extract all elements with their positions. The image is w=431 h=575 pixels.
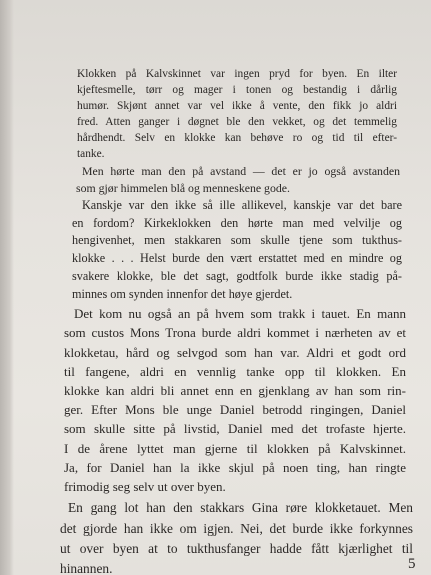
text-line: som skulle sitte på livstid, Daniel med det trofaste hjerte. <box>64 421 406 437</box>
text-line: hinannen. <box>60 561 113 575</box>
text-line: hårdhendt. Selv en klokke kan behøve ro og tid til efter- <box>77 132 397 144</box>
text-line: det gjorde han ikke om igjen. Nei, det burde ikke forkynnes <box>60 520 413 536</box>
paragraph-3 <box>0 197 431 303</box>
text-line: som custos Mons Trona burde aldri kommet i nærheten av et <box>64 325 406 341</box>
text-line: I de årene lyttet man gjerne til klokken på Kalvskinnet. <box>64 440 406 456</box>
text-line: tanke. <box>77 148 105 160</box>
text-line: en fordom? Kirkeklokken den hørte man med velvilje og <box>72 215 402 230</box>
text-line: ger. Efter Mons ble unge Daniel betrodd ringingen, Daniel <box>64 402 406 418</box>
text-line: Ja, for Daniel han la ikke skjul på noen ting, han ringte <box>64 459 406 475</box>
paragraph-4 <box>0 304 431 496</box>
text-line: humør. Skjønt annet var vel ikke å vente, den fikk jo aldri <box>77 100 397 112</box>
text-line: Men hørte man den på avstand — det er jo også avstanden <box>82 164 400 178</box>
page-number: 5 <box>408 556 416 572</box>
text-line: frimodig seg selv ut over byen. <box>64 479 226 495</box>
text-line: klokke kan aldri bli annet enn en gjenklang av han som rin- <box>64 383 406 399</box>
text-line: ut over byen at to tukthusfanger hadde fått kjærlighet til <box>60 541 413 557</box>
text-line: Det kom nu også an på hvem som trakk i tauet. En mann <box>74 306 406 322</box>
text-line: Kanskje var den ikke så ille allikevel, kanskje var det bare <box>82 198 402 212</box>
text-line: fred. Atten ganger i døgnet ble den vekket, og det temmelig <box>77 116 397 128</box>
text-line: Klokken på Kalvskinnet var ingen pryd for byen. En ilter <box>77 68 397 80</box>
text-line: svakere klokke, ble det sagt, godtfolk burde ikke stadig på- <box>72 268 402 283</box>
text-line: som gjør himmelen blå og menneskene gode. <box>76 181 290 195</box>
text-line: En gang lot han den stakkars Gina røre klokketauet. Men <box>68 500 413 516</box>
text-line: hengivenhet, men stakkaren som skulle tjene som tukthus- <box>72 233 402 248</box>
text-line: kjeftesmelle, tørr og mager i tonen og bestandig i dårlig <box>77 84 397 96</box>
paragraph-2 <box>0 163 431 197</box>
text-line: klokke . . . Helst burde den vært erstattet med en mindre og <box>72 251 402 266</box>
text-line: til fangene, aldri en vennlig tanke opp til klokken. En <box>64 363 406 379</box>
text-line: minnes om synden innenfor det høye gjerdet. <box>72 286 293 301</box>
paragraph-5 <box>0 498 431 575</box>
paragraph-1 <box>0 66 431 162</box>
body-text <box>0 66 431 575</box>
text-line: klokketau, hård og selvgod som han var. Aldri et godt ord <box>64 344 406 360</box>
